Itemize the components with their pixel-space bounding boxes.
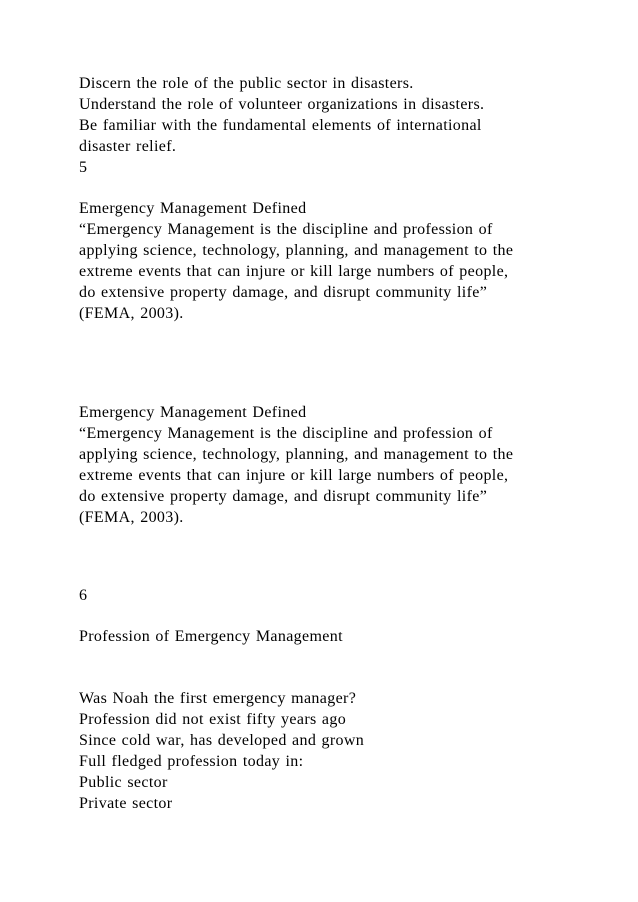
list-item: Private sector <box>79 795 173 812</box>
list-item: Full fledged profession today in: <box>79 753 304 770</box>
section-heading: Emergency Management Defined <box>79 404 307 421</box>
section-heading: Emergency Management Defined <box>79 200 307 217</box>
definition-citation: (FEMA, 2003). <box>79 509 184 526</box>
definition-line: extreme events that can injure or kill large numbers of people, <box>79 263 509 280</box>
objective-public-sector: Discern the role of the public sector in disasters. <box>79 75 414 92</box>
slide-number: 6 <box>79 587 88 604</box>
definition-line: applying science, technology, planning, and management to the <box>79 446 514 463</box>
slide-number: 5 <box>79 159 88 176</box>
objective-international-relief: Be familiar with the fundamental elements of international <box>79 117 482 134</box>
definition-line: do extensive property damage, and disrupt community life” <box>79 284 488 301</box>
definition-line: do extensive property damage, and disrupt community life” <box>79 488 488 505</box>
definition-citation: (FEMA, 2003). <box>79 305 184 322</box>
definition-line: applying science, technology, planning, and management to the <box>79 242 514 259</box>
list-item: Since cold war, has developed and grown <box>79 732 365 749</box>
definition-line: “Emergency Management is the discipline and profession of <box>79 221 493 238</box>
list-item: Profession did not exist fifty years ago <box>79 711 347 728</box>
list-item: Was Noah the first emergency manager? <box>79 690 357 707</box>
definition-line: “Emergency Management is the discipline and profession of <box>79 425 493 442</box>
objective-volunteer-organizations: Understand the role of volunteer organizations in disasters. <box>79 96 485 113</box>
definition-line: extreme events that can injure or kill large numbers of people, <box>79 467 509 484</box>
list-item: Public sector <box>79 774 168 791</box>
section-heading: Profession of Emergency Management <box>79 628 343 645</box>
objective-international-relief-continued: disaster relief. <box>79 138 177 155</box>
